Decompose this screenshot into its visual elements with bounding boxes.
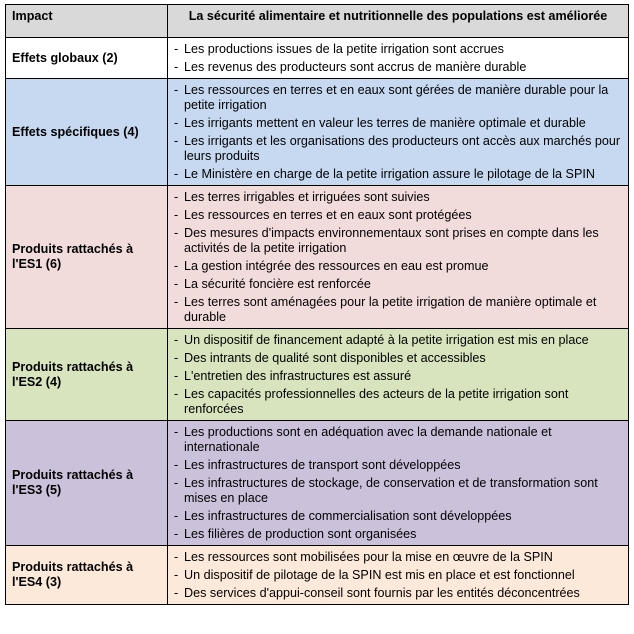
- list-item: - Les filières de production sont organisées: [172, 527, 624, 542]
- list-item: - Les infrastructures de transport sont développées: [172, 458, 624, 473]
- items-list: [172, 333, 624, 417]
- list-item: - Les terres sont aménagées pour la petite irrigation de manière optimale et durable: [172, 295, 624, 325]
- table-row: [6, 421, 629, 546]
- list-item: - La gestion intégrée des ressources en eau est promue: [172, 259, 624, 274]
- list-item: - Les irrigants mettent en valeur les terres de manière optimale et durable: [172, 116, 624, 131]
- row-label: Effets spécifiques (4): [6, 79, 168, 186]
- list-item: - Des services d'appui-conseil sont fournis par les entités déconcentrées: [172, 586, 624, 601]
- items-list: [172, 83, 624, 182]
- list-item: - Le Ministère en charge de la petite irrigation assure le pilotage de la SPIN: [172, 167, 624, 182]
- list-item: - Des intrants de qualité sont disponibles et accessibles: [172, 351, 624, 366]
- table-row: [6, 329, 629, 421]
- row-items: [168, 546, 629, 605]
- list-item: - Les revenus des producteurs sont accrus de manière durable: [172, 60, 624, 75]
- list-item: - Les ressources sont mobilisées pour la mise en œuvre de la SPIN: [172, 550, 624, 565]
- row-label: Effets globaux (2): [6, 38, 168, 79]
- list-item: - Les terres irrigables et irriguées sont suivies: [172, 190, 624, 205]
- row-label: Produits rattachés à l'ES3 (5): [6, 421, 168, 546]
- row-items: [168, 38, 629, 79]
- list-item: - Les infrastructures de commercialisation sont développées: [172, 509, 624, 524]
- items-list: [172, 42, 624, 75]
- impact-table: [5, 4, 629, 605]
- row-label: Produits rattachés à l'ES1 (6): [6, 186, 168, 329]
- header-goal: La sécurité alimentaire et nutritionnelle des populations est améliorée: [168, 5, 629, 38]
- list-item: - Les infrastructures de stockage, de conservation et de transformation sont mises en place: [172, 476, 624, 506]
- row-items: [168, 329, 629, 421]
- list-item: - Un dispositif de pilotage de la SPIN est mis en place et est fonctionnel: [172, 568, 624, 583]
- row-label: Produits rattachés à l'ES4 (3): [6, 546, 168, 605]
- table-body: [6, 38, 629, 605]
- list-item: - Les ressources en terres et en eaux sont gérées de manière durable pour la petite irrigation: [172, 83, 624, 113]
- table-row: [6, 546, 629, 605]
- table-row: [6, 79, 629, 186]
- row-items: [168, 79, 629, 186]
- header-impact: Impact: [6, 5, 168, 38]
- list-item: - Les ressources en terres et en eaux sont protégées: [172, 208, 624, 223]
- list-item: - Des mesures d'impacts environnementaux sont prises en compte dans les activités de la petite irrigation: [172, 226, 624, 256]
- items-list: [172, 190, 624, 325]
- row-label: Produits rattachés à l'ES2 (4): [6, 329, 168, 421]
- list-item: - Les irrigants et les organisations des producteurs ont accès aux marchés pour leurs produits: [172, 134, 624, 164]
- list-item: - Les productions sont en adéquation avec la demande nationale et internationale: [172, 425, 624, 455]
- list-item: - Les capacités professionnelles des acteurs de la petite irrigation sont renforcées: [172, 387, 624, 417]
- items-list: [172, 550, 624, 601]
- list-item: - L'entretien des infrastructures est assuré: [172, 369, 624, 384]
- table-row: [6, 186, 629, 329]
- items-list: [172, 425, 624, 542]
- header-row: [6, 5, 629, 38]
- row-items: [168, 186, 629, 329]
- list-item: - Les productions issues de la petite irrigation sont accrues: [172, 42, 624, 57]
- list-item: - La sécurité foncière est renforcée: [172, 277, 624, 292]
- row-items: [168, 421, 629, 546]
- table-row: [6, 38, 629, 79]
- list-item: - Un dispositif de financement adapté à la petite irrigation est mis en place: [172, 333, 624, 348]
